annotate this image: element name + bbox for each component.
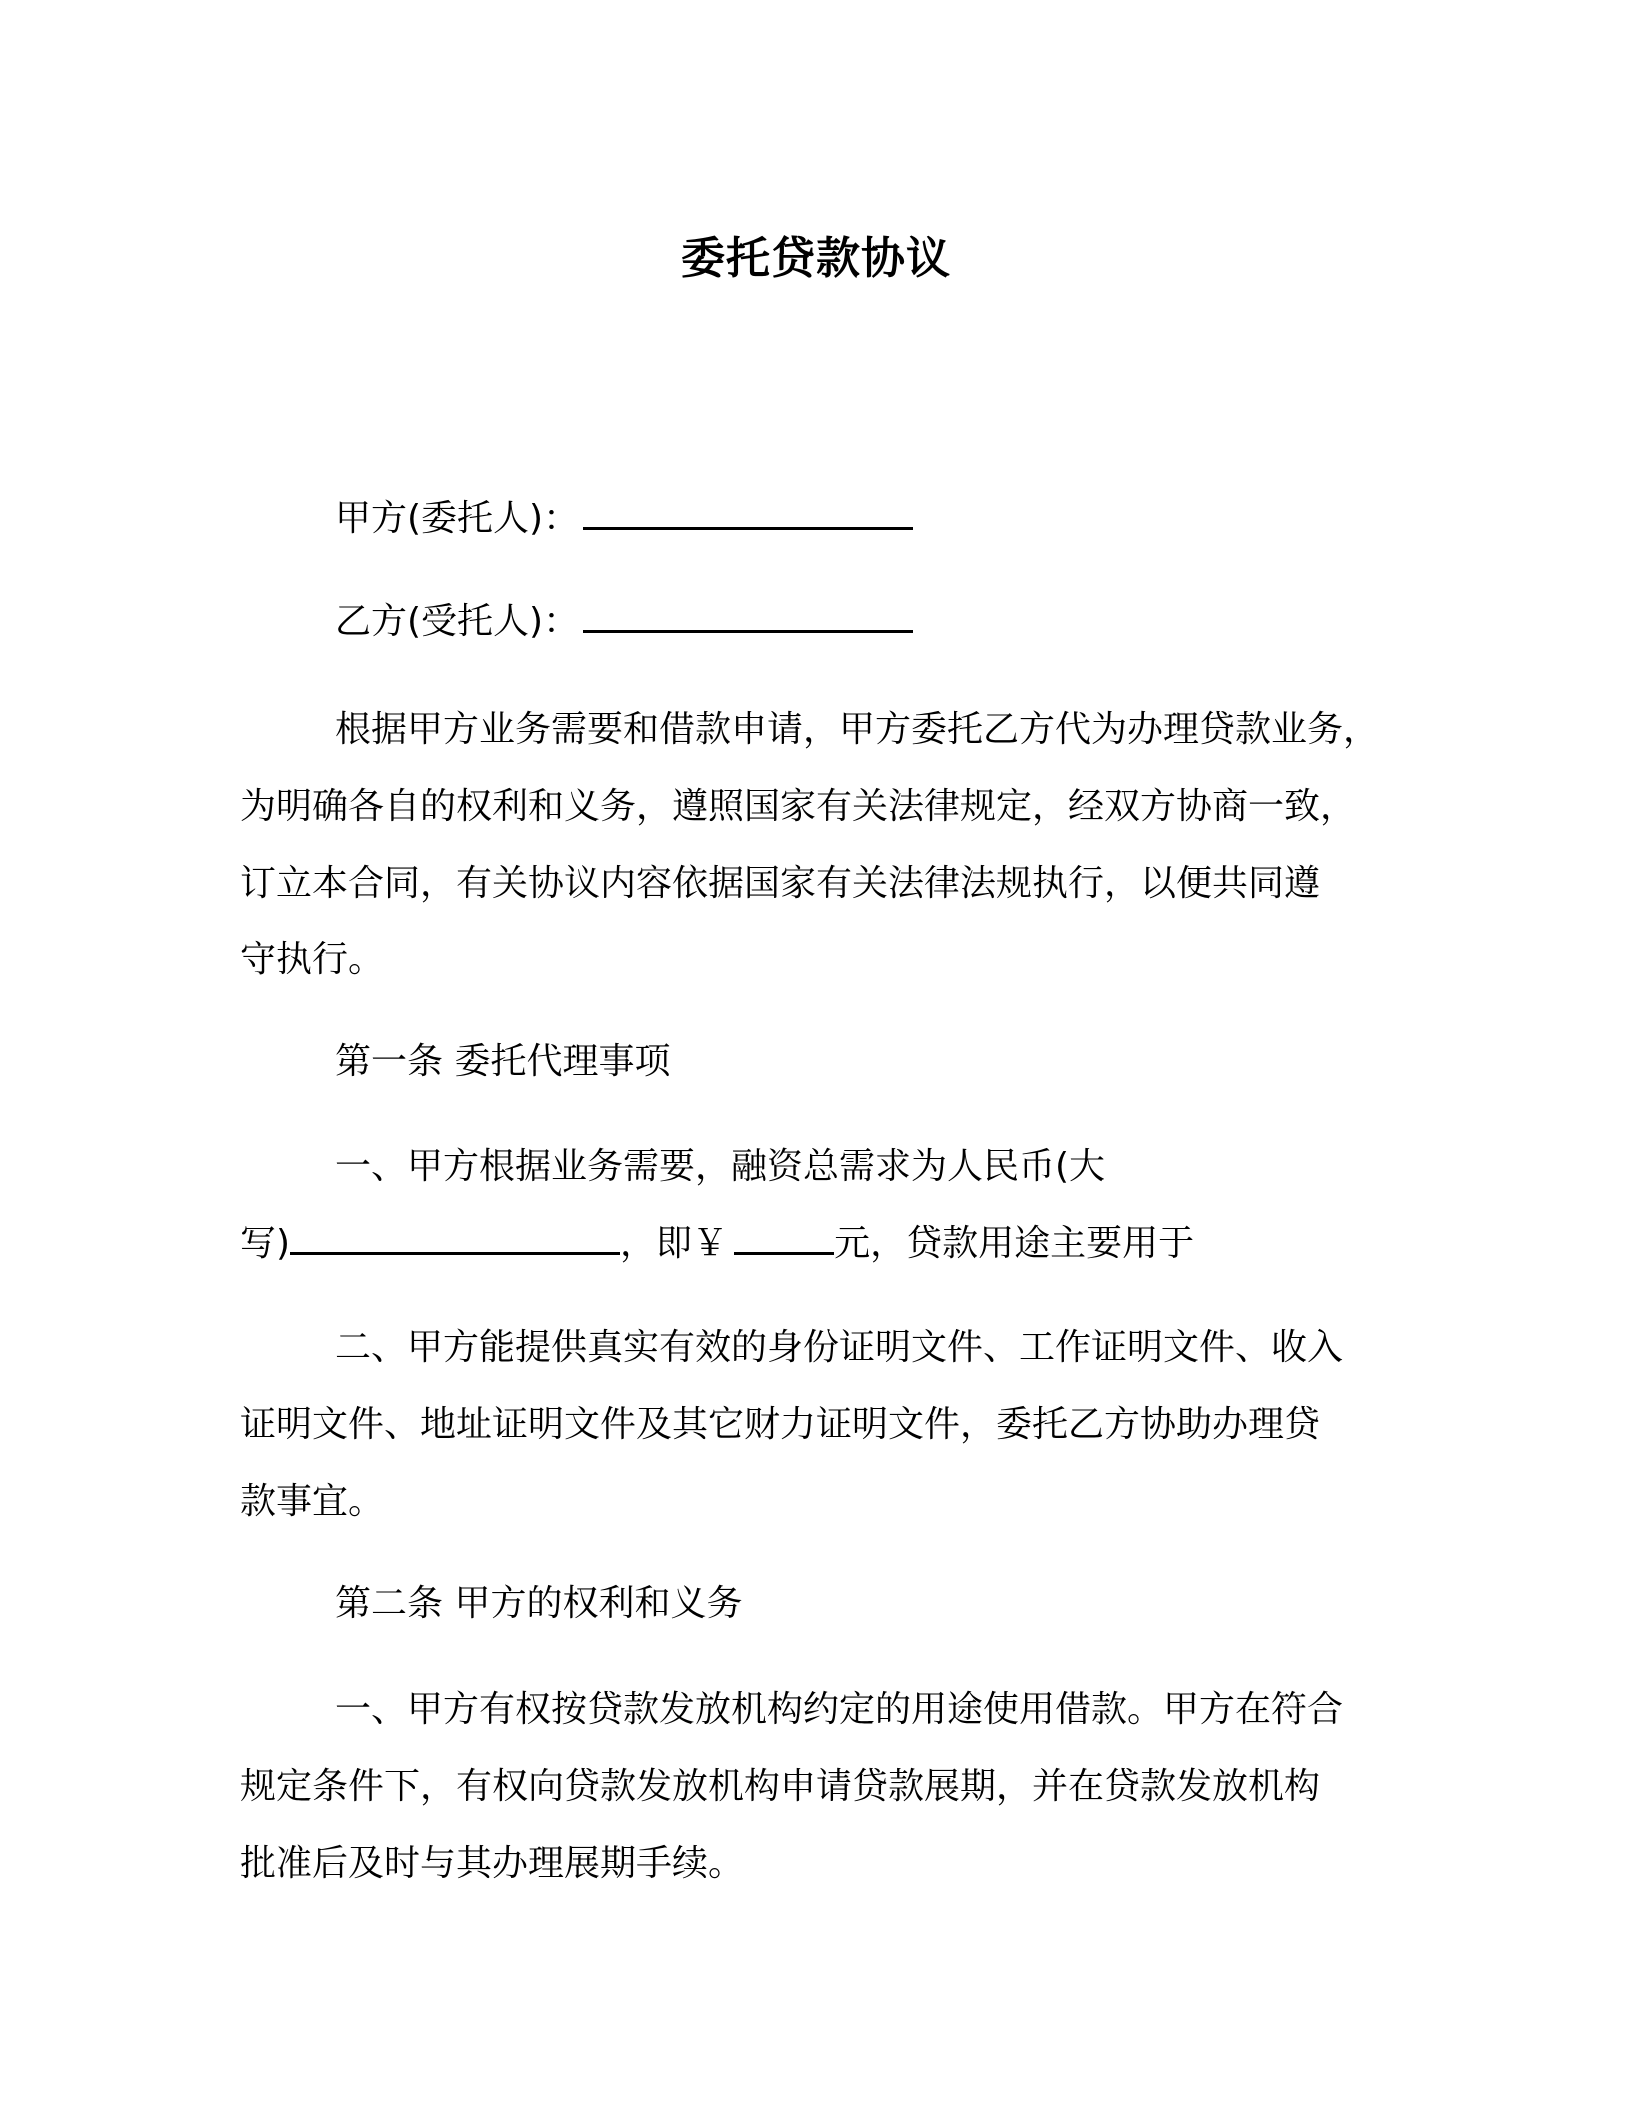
amount-uppercase-blank-field[interactable] xyxy=(290,1222,620,1255)
document-title: 委托贷款协议 xyxy=(681,233,951,284)
party-a-blank-field[interactable] xyxy=(583,497,913,530)
article-1-heading: 第一条 委托代理事项 xyxy=(335,1041,671,1082)
amount-suffix: 元，贷款用途主要用于 xyxy=(834,1223,1195,1264)
preamble-line: 为明确各自的权利和义务，遵照国家有关法律规定，经双方协商一致， xyxy=(240,786,1357,827)
article-2-heading: 第二条 甲方的权利和义务 xyxy=(335,1583,743,1624)
article-1-item-2-line: 款事宜。 xyxy=(240,1481,385,1522)
article-1-item-1-line: 一、甲方根据业务需要，融资总需求为人民币(大 xyxy=(335,1146,1106,1187)
preamble-line: 订立本合同，有关协议内容依据国家有关法律法规执行，以便共同遵 xyxy=(240,863,1321,904)
party-b-blank-field[interactable] xyxy=(583,600,913,633)
party-a-label: 甲方(委托人)： xyxy=(335,498,580,539)
article-1-item-2-line: 证明文件、地址证明文件及其它财力证明文件，委托乙方协助办理贷 xyxy=(240,1404,1321,1445)
article-2-item-1-line: 规定条件下，有权向贷款发放机构申请贷款展期，并在贷款发放机构 xyxy=(240,1766,1321,1807)
preamble-line: 根据甲方业务需要和借款申请，甲方委托乙方代为办理贷款业务， xyxy=(335,709,1380,750)
amount-mid-text: ，即￥ xyxy=(620,1223,729,1264)
article-2-item-1-line: 一、甲方有权按贷款发放机构约定的用途使用借款。甲方在符合 xyxy=(335,1689,1344,1730)
article-1-item-2-line: 二、甲方能提供真实有效的身份证明文件、工作证明文件、收入 xyxy=(335,1327,1344,1368)
amount-prefix: 写) xyxy=(240,1223,291,1264)
article-1-item-1-amount-row xyxy=(240,1222,1194,1266)
party-b-label: 乙方(受托人)： xyxy=(335,601,580,642)
party-b-row xyxy=(335,600,913,644)
preamble-line: 守执行。 xyxy=(240,939,385,980)
article-2-item-1-line: 批准后及时与其办理展期手续。 xyxy=(240,1843,745,1884)
amount-number-blank-field[interactable] xyxy=(734,1222,834,1255)
party-a-row xyxy=(335,497,913,541)
